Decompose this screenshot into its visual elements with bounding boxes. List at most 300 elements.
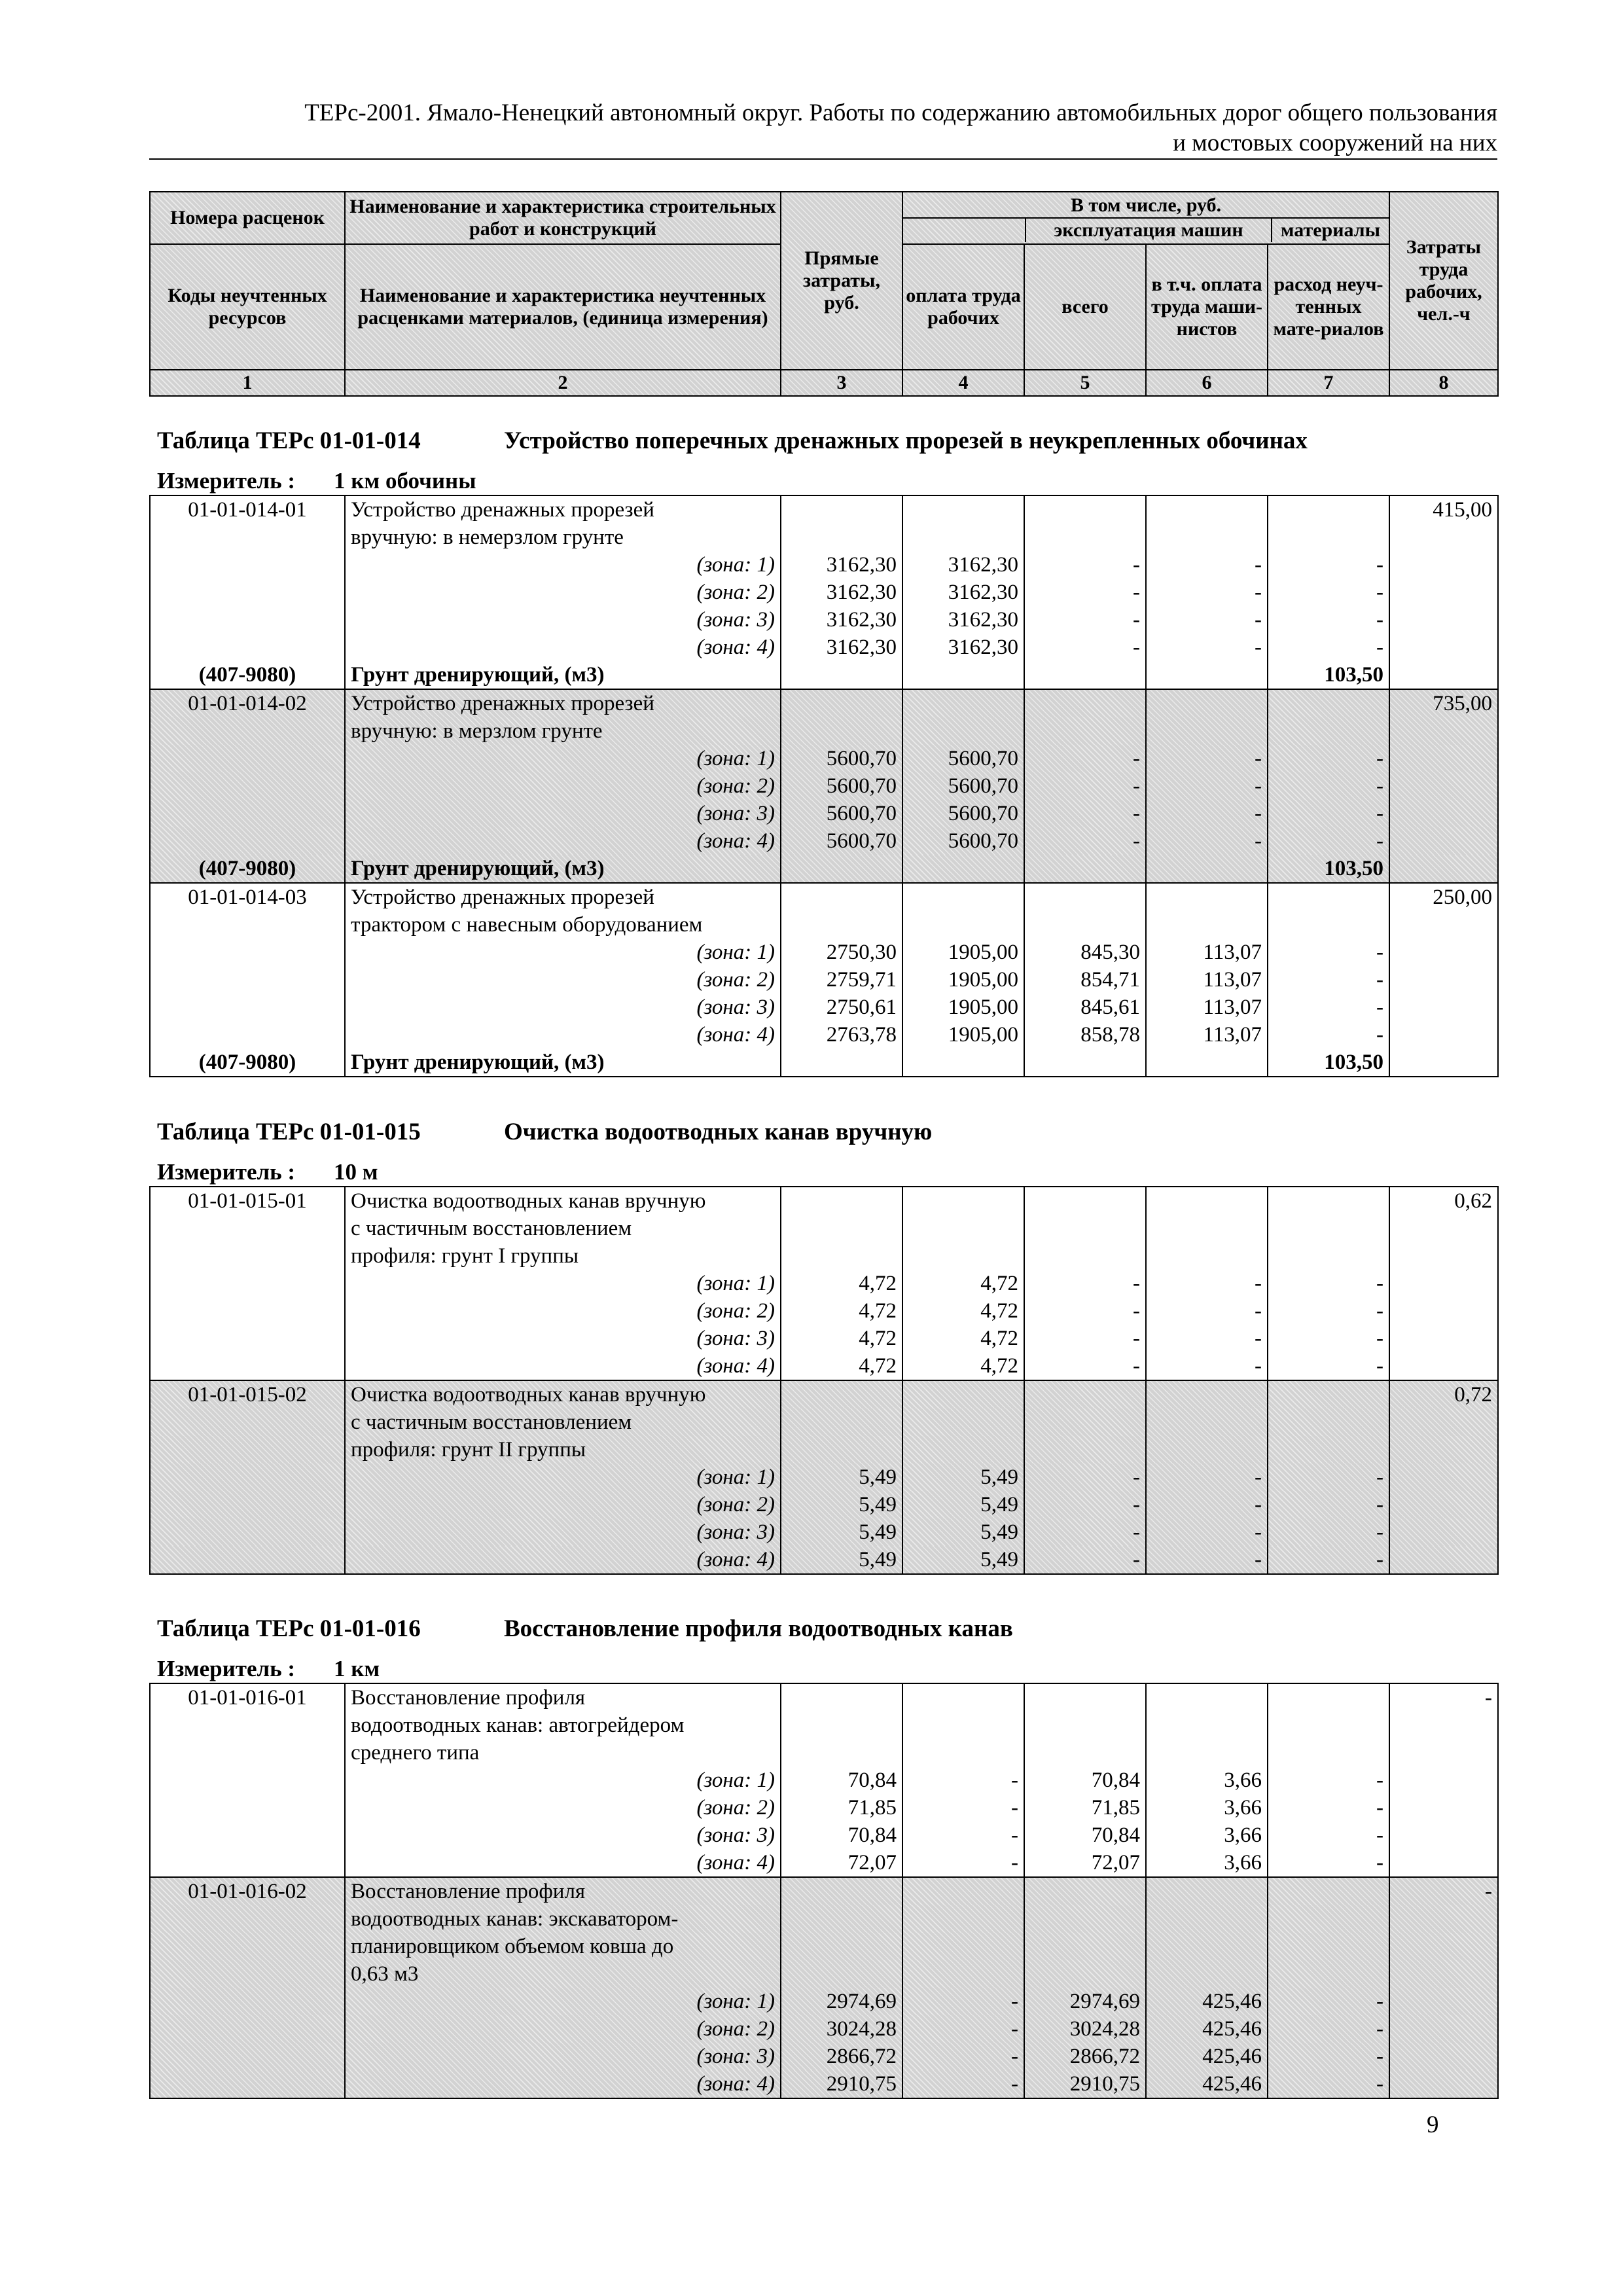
hdr-kody: Коды неучтенных ресурсов — [150, 244, 345, 370]
cell-col-6 — [1146, 1187, 1268, 1215]
cell-col-7 — [1268, 1215, 1389, 1242]
zone-label: (зона: 4) — [345, 1546, 781, 1574]
rate-description: Устройство дренажных прорезей — [345, 495, 781, 524]
cell-col-6: - — [1146, 1518, 1268, 1546]
rate-description: вручную: в мерзлом грунте — [345, 717, 781, 745]
cell-col-5: 2866,72 — [1024, 2043, 1146, 2070]
cell-col-7: - — [1268, 1849, 1389, 1877]
cell-col-6: 3,66 — [1146, 1849, 1268, 1877]
cell-col-8 — [1389, 1739, 1498, 1767]
cell-col-6 — [1146, 1712, 1268, 1739]
hdr-num-5: 5 — [1024, 370, 1146, 396]
measure-value: 1 км обочины — [334, 468, 476, 493]
cell-col-7 — [1268, 911, 1389, 939]
table-row — [150, 1960, 1498, 1988]
cell-col-6: 425,46 — [1146, 2043, 1268, 2070]
cell-col-7: - — [1268, 827, 1389, 855]
rate-description: Восстановление профиля — [345, 1877, 781, 1905]
cell-col-4 — [902, 1877, 1024, 1905]
zone-label: (зона: 1) — [345, 1988, 781, 2015]
labor-cost: 735,00 — [1389, 689, 1498, 717]
table-row — [150, 1518, 1498, 1546]
cell-col-8 — [1389, 1352, 1498, 1380]
cell-col-4: 5600,70 — [902, 745, 1024, 772]
cell-col-8 — [1389, 1518, 1498, 1546]
cell-col-5 — [1024, 1739, 1146, 1767]
measure-value: 1 км — [334, 1656, 380, 1681]
cell-col-7: - — [1268, 551, 1389, 579]
cell-col-5 — [1024, 1380, 1146, 1408]
cell-col-6: 3,66 — [1146, 1767, 1268, 1794]
cell-col-4 — [902, 1683, 1024, 1712]
zone-label: (зона: 4) — [345, 827, 781, 855]
cell-col-4: 5,49 — [902, 1518, 1024, 1546]
rate-description: 0,63 м3 — [345, 1960, 781, 1988]
cell-col-1 — [150, 2070, 345, 2098]
cell-col-5: 845,30 — [1024, 939, 1146, 966]
section-measure — [157, 467, 476, 495]
cell-col-1 — [150, 1739, 345, 1767]
cell-col-7 — [1268, 1683, 1389, 1712]
rates-table — [149, 495, 1499, 1077]
table-row — [150, 1683, 1498, 1712]
table-row — [150, 800, 1498, 827]
cell-col-5 — [1024, 1712, 1146, 1739]
cell-col-3 — [781, 1739, 902, 1767]
table-row — [150, 1408, 1498, 1436]
table-row — [150, 2070, 1498, 2098]
section-name: Очистка водоотводных канав вручную — [504, 1119, 933, 1145]
zone-label: (зона: 1) — [345, 1767, 781, 1794]
cell-col-4 — [902, 1049, 1024, 1077]
cell-col-7 — [1268, 1905, 1389, 1933]
cell-col-1 — [150, 551, 345, 579]
labor-cost: 0,62 — [1389, 1187, 1498, 1215]
section-measure — [157, 1655, 380, 1683]
measure-value: 10 м — [334, 1159, 378, 1185]
cell-col-4: - — [902, 2070, 1024, 2098]
cell-col-5: 845,61 — [1024, 994, 1146, 1021]
table-row — [150, 1270, 1498, 1297]
cell-col-7: - — [1268, 2070, 1389, 2098]
cell-col-4: 5600,70 — [902, 827, 1024, 855]
cell-col-6: - — [1146, 1270, 1268, 1297]
cell-col-4: - — [902, 2015, 1024, 2043]
cell-col-7 — [1268, 1187, 1389, 1215]
table-row — [150, 911, 1498, 939]
cell-col-6 — [1146, 1380, 1268, 1408]
cell-col-5: - — [1024, 772, 1146, 800]
cell-col-3: 2763,78 — [781, 1021, 902, 1049]
resource-qty: 103,50 — [1268, 855, 1389, 883]
cell-col-8 — [1389, 1491, 1498, 1518]
table-row — [150, 772, 1498, 800]
cell-col-4 — [902, 661, 1024, 689]
cell-col-8 — [1389, 2070, 1498, 2098]
cell-col-1 — [150, 1242, 345, 1270]
rates-table — [149, 1683, 1499, 2099]
cell-col-3 — [781, 1049, 902, 1077]
cell-col-7 — [1268, 1960, 1389, 1988]
table-row — [150, 1242, 1498, 1270]
cell-col-4: 1905,00 — [902, 939, 1024, 966]
cell-col-6 — [1146, 689, 1268, 717]
table-row — [150, 1187, 1498, 1215]
section-code: Таблица ТЕРс 01-01-016 — [157, 1615, 421, 1642]
resource-code: (407-9080) — [150, 661, 345, 689]
table-row — [150, 939, 1498, 966]
table-row — [150, 634, 1498, 661]
cell-col-3: 2750,61 — [781, 994, 902, 1021]
cell-col-4 — [902, 1960, 1024, 1988]
cell-col-6 — [1146, 1905, 1268, 1933]
cell-col-8 — [1389, 1905, 1498, 1933]
cell-col-7 — [1268, 1436, 1389, 1463]
rate-description: среднего типа — [345, 1739, 781, 1767]
cell-col-1 — [150, 1297, 345, 1325]
cell-col-1 — [150, 2043, 345, 2070]
rate-code: 01-01-014-03 — [150, 883, 345, 911]
cell-col-3 — [781, 1877, 902, 1905]
rate-description: водоотводных канав: автогрейдером — [345, 1712, 781, 1739]
cell-col-6: - — [1146, 606, 1268, 634]
cell-col-5 — [1024, 911, 1146, 939]
cell-col-4 — [902, 1739, 1024, 1767]
cell-col-3 — [781, 1712, 902, 1739]
cell-col-3 — [781, 1960, 902, 1988]
cell-col-6 — [1146, 855, 1268, 883]
cell-col-6 — [1146, 1242, 1268, 1270]
cell-col-7 — [1268, 1408, 1389, 1436]
cell-col-1 — [150, 800, 345, 827]
rate-description: Очистка водоотводных канав вручную — [345, 1380, 781, 1408]
labor-cost: - — [1389, 1877, 1498, 1905]
labor-cost: 250,00 — [1389, 883, 1498, 911]
rate-description: Устройство дренажных прорезей — [345, 689, 781, 717]
zone-label: (зона: 4) — [345, 2070, 781, 2098]
cell-col-6: - — [1146, 1297, 1268, 1325]
hdr-eksp: эксплуатация машин — [1026, 219, 1272, 242]
cell-col-7: - — [1268, 1767, 1389, 1794]
cell-col-5 — [1024, 1215, 1146, 1242]
cell-col-6 — [1146, 495, 1268, 524]
section-title — [157, 1615, 1013, 1643]
cell-col-4: 5600,70 — [902, 800, 1024, 827]
cell-col-8 — [1389, 579, 1498, 606]
table-row — [150, 1988, 1498, 2015]
resource-name: Грунт дренирующий, (м3) — [345, 1049, 781, 1077]
cell-col-7: - — [1268, 745, 1389, 772]
cell-col-7: - — [1268, 1491, 1389, 1518]
cell-col-6: 113,07 — [1146, 1021, 1268, 1049]
hdr-naim2: Наименование и характеристика неучтенных расценками материалов, (единица измерения) — [345, 244, 781, 370]
cell-col-6: 3,66 — [1146, 1794, 1268, 1821]
cell-col-3 — [781, 1436, 902, 1463]
cell-col-1 — [150, 634, 345, 661]
hdr-nomera: Номера расценок — [150, 192, 345, 244]
cell-col-8 — [1389, 966, 1498, 994]
cell-col-7 — [1268, 689, 1389, 717]
cell-col-7: - — [1268, 634, 1389, 661]
cell-col-4 — [902, 1408, 1024, 1436]
measure-label: Измеритель : — [157, 468, 296, 493]
cell-col-5 — [1024, 883, 1146, 911]
cell-col-3: 4,72 — [781, 1325, 902, 1352]
rate-code: 01-01-015-02 — [150, 1380, 345, 1408]
table-row — [150, 1352, 1498, 1380]
cell-col-3 — [781, 855, 902, 883]
table-row — [150, 2015, 1498, 2043]
hdr-v-tom: В том числе, руб. — [903, 194, 1389, 219]
cell-col-1 — [150, 1546, 345, 1574]
zone-label: (зона: 4) — [345, 1352, 781, 1380]
page-number: 9 — [1427, 2111, 1439, 2138]
table-row — [150, 1215, 1498, 1242]
hdr-num-4: 4 — [902, 370, 1024, 396]
section-name: Восстановление профиля водоотводных канав — [504, 1615, 1013, 1642]
cell-col-5: - — [1024, 634, 1146, 661]
cell-col-8 — [1389, 1297, 1498, 1325]
cell-col-8 — [1389, 551, 1498, 579]
cell-col-4 — [902, 495, 1024, 524]
cell-col-1 — [150, 1767, 345, 1794]
cell-col-8 — [1389, 1767, 1498, 1794]
cell-col-5: 2910,75 — [1024, 2070, 1146, 2098]
cell-col-1 — [150, 939, 345, 966]
cell-col-5: - — [1024, 1297, 1146, 1325]
cell-col-4: - — [902, 2043, 1024, 2070]
cell-col-6: - — [1146, 827, 1268, 855]
hdr-oplata: оплата труда рабочих — [902, 244, 1024, 370]
cell-col-6: - — [1146, 772, 1268, 800]
cell-col-6 — [1146, 1049, 1268, 1077]
cell-col-3: 5,49 — [781, 1546, 902, 1574]
cell-col-4 — [902, 1215, 1024, 1242]
cell-col-4: - — [902, 1849, 1024, 1877]
cell-col-7 — [1268, 1242, 1389, 1270]
cell-col-1 — [150, 1712, 345, 1739]
cell-col-6 — [1146, 661, 1268, 689]
cell-col-7: - — [1268, 800, 1389, 827]
cell-col-4: 4,72 — [902, 1297, 1024, 1325]
cell-col-8 — [1389, 994, 1498, 1021]
table-row — [150, 1933, 1498, 1960]
cell-col-5 — [1024, 524, 1146, 551]
cell-col-3 — [781, 524, 902, 551]
cell-col-3: 2866,72 — [781, 2043, 902, 2070]
table-row — [150, 606, 1498, 634]
cell-col-5 — [1024, 1408, 1146, 1436]
table-row — [150, 1794, 1498, 1821]
cell-col-1 — [150, 745, 345, 772]
cell-col-5 — [1024, 1933, 1146, 1960]
resource-code: (407-9080) — [150, 1049, 345, 1077]
rate-code: 01-01-016-02 — [150, 1877, 345, 1905]
cell-col-8 — [1389, 1933, 1498, 1960]
cell-col-6: - — [1146, 1325, 1268, 1352]
cell-col-1 — [150, 827, 345, 855]
rate-description: Очистка водоотводных канав вручную — [345, 1187, 781, 1215]
cell-col-1 — [150, 1270, 345, 1297]
zone-label: (зона: 1) — [345, 1270, 781, 1297]
cell-col-6 — [1146, 1408, 1268, 1436]
zone-label: (зона: 3) — [345, 606, 781, 634]
cell-col-1 — [150, 524, 345, 551]
rate-description: вручную: в немерзлом грунте — [345, 524, 781, 551]
cell-col-1 — [150, 1325, 345, 1352]
cell-col-4: 1905,00 — [902, 966, 1024, 994]
cell-col-7: - — [1268, 939, 1389, 966]
cell-col-8 — [1389, 2015, 1498, 2043]
cell-col-6 — [1146, 1739, 1268, 1767]
cell-col-4 — [902, 911, 1024, 939]
section-code: Таблица ТЕРс 01-01-015 — [157, 1119, 421, 1145]
cell-col-5: - — [1024, 745, 1146, 772]
hdr-rashod: расход неуч-тенных мате-риалов — [1268, 244, 1389, 370]
labor-cost: - — [1389, 1683, 1498, 1712]
rate-code: 01-01-014-01 — [150, 495, 345, 524]
cell-col-7: - — [1268, 1546, 1389, 1574]
resource-name: Грунт дренирующий, (м3) — [345, 661, 781, 689]
hdr-num-6: 6 — [1146, 370, 1268, 396]
cell-col-8 — [1389, 1546, 1498, 1574]
cell-col-1 — [150, 1021, 345, 1049]
cell-col-5: 2974,69 — [1024, 1988, 1146, 2015]
cell-col-1 — [150, 606, 345, 634]
cell-col-5 — [1024, 855, 1146, 883]
rate-description: с частичным восстановлением — [345, 1215, 781, 1242]
cell-col-1 — [150, 1905, 345, 1933]
cell-col-7: - — [1268, 1297, 1389, 1325]
cell-col-7: - — [1268, 2015, 1389, 2043]
cell-col-8 — [1389, 1270, 1498, 1297]
cell-col-6 — [1146, 883, 1268, 911]
cell-col-1 — [150, 579, 345, 606]
cell-col-8 — [1389, 1712, 1498, 1739]
cell-col-5: - — [1024, 551, 1146, 579]
cell-col-1 — [150, 1794, 345, 1821]
table-row — [150, 827, 1498, 855]
table-row — [150, 1739, 1498, 1767]
cell-col-4: 1905,00 — [902, 994, 1024, 1021]
cell-col-1 — [150, 1933, 345, 1960]
cell-col-5: 71,85 — [1024, 1794, 1146, 1821]
cell-col-3: 5,49 — [781, 1491, 902, 1518]
table-row — [150, 1821, 1498, 1849]
measure-label: Измеритель : — [157, 1159, 296, 1185]
cell-col-8 — [1389, 661, 1498, 689]
cell-col-8 — [1389, 717, 1498, 745]
measure-label: Измеритель : — [157, 1656, 296, 1681]
resource-qty: 103,50 — [1268, 1049, 1389, 1077]
cell-col-6: - — [1146, 579, 1268, 606]
cell-col-4: 5,49 — [902, 1491, 1024, 1518]
hdr-naim: Наименование и характеристика строительных работ и конструкций — [345, 192, 781, 244]
cell-col-7 — [1268, 717, 1389, 745]
labor-cost: 415,00 — [1389, 495, 1498, 524]
rates-table — [149, 1186, 1499, 1575]
cell-col-8 — [1389, 1242, 1498, 1270]
hdr-zatraty: Затраты труда рабочих, чел.-ч — [1389, 192, 1498, 370]
section-name: Устройство поперечных дренажных прорезей в неукрепленных обочинах — [504, 427, 1308, 454]
cell-col-7: - — [1268, 1794, 1389, 1821]
table-row — [150, 1297, 1498, 1325]
cell-col-6 — [1146, 1683, 1268, 1712]
cell-col-4: 4,72 — [902, 1352, 1024, 1380]
table-row — [150, 1021, 1498, 1049]
resource-code: (407-9080) — [150, 855, 345, 883]
rate-description: профиля: грунт II группы — [345, 1436, 781, 1463]
cell-col-1 — [150, 1988, 345, 2015]
cell-col-8 — [1389, 1794, 1498, 1821]
cell-col-4 — [902, 1380, 1024, 1408]
cell-col-4: 3162,30 — [902, 634, 1024, 661]
zone-label: (зона: 3) — [345, 1821, 781, 1849]
cell-col-7: - — [1268, 772, 1389, 800]
cell-col-5 — [1024, 1877, 1146, 1905]
cell-col-3 — [781, 1933, 902, 1960]
table-row — [150, 1380, 1498, 1408]
cell-col-4 — [902, 1905, 1024, 1933]
cell-col-6: - — [1146, 1352, 1268, 1380]
cell-col-3 — [781, 1683, 902, 1712]
zone-label: (зона: 3) — [345, 2043, 781, 2070]
cell-col-3: 2910,75 — [781, 2070, 902, 2098]
cell-col-3: 5,49 — [781, 1463, 902, 1491]
cell-col-6: - — [1146, 800, 1268, 827]
cell-col-3: 3162,30 — [781, 634, 902, 661]
section-title — [157, 427, 1308, 456]
resource-qty: 103,50 — [1268, 661, 1389, 689]
cell-col-4 — [902, 855, 1024, 883]
table-row — [150, 1546, 1498, 1574]
cell-col-7 — [1268, 495, 1389, 524]
cell-col-3: 3162,30 — [781, 606, 902, 634]
cell-col-8 — [1389, 1960, 1498, 1988]
zone-label: (зона: 2) — [345, 579, 781, 606]
cell-col-8 — [1389, 855, 1498, 883]
table-row — [150, 994, 1498, 1021]
table-row — [150, 1491, 1498, 1518]
hdr-vtch: в т.ч. оплата труда маши-нистов — [1146, 244, 1268, 370]
cell-col-3: 2750,30 — [781, 939, 902, 966]
cell-col-5 — [1024, 1683, 1146, 1712]
cell-col-6: - — [1146, 1546, 1268, 1574]
cell-col-4: 5600,70 — [902, 772, 1024, 800]
cell-col-3 — [781, 1187, 902, 1215]
zone-label: (зона: 3) — [345, 994, 781, 1021]
cell-col-1 — [150, 994, 345, 1021]
cell-col-7 — [1268, 1380, 1389, 1408]
cell-col-5: - — [1024, 1518, 1146, 1546]
cell-col-8 — [1389, 939, 1498, 966]
cell-col-6: 113,07 — [1146, 966, 1268, 994]
cell-col-5: 854,71 — [1024, 966, 1146, 994]
cell-col-1 — [150, 1849, 345, 1877]
zone-label: (зона: 4) — [345, 634, 781, 661]
cell-col-5 — [1024, 661, 1146, 689]
cell-col-3: 72,07 — [781, 1849, 902, 1877]
section-measure — [157, 1158, 378, 1186]
cell-col-5: - — [1024, 827, 1146, 855]
cell-col-8 — [1389, 1463, 1498, 1491]
zone-label: (зона: 2) — [345, 1491, 781, 1518]
cell-col-4: 3162,30 — [902, 579, 1024, 606]
table-row — [150, 745, 1498, 772]
cell-col-7: - — [1268, 1463, 1389, 1491]
cell-col-6 — [1146, 1960, 1268, 1988]
cell-col-5: - — [1024, 1491, 1146, 1518]
